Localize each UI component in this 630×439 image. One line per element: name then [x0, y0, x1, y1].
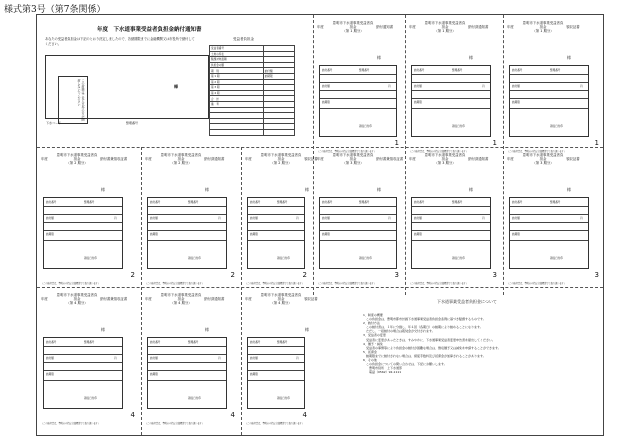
coupon-grid: [509, 197, 589, 269]
deadline-label: 納期限: [414, 233, 422, 236]
coupon-title: [41, 153, 133, 166]
assessment-table: [209, 45, 295, 136]
yen-unit: 円: [218, 217, 221, 220]
deadline-label: 納期限: [250, 373, 258, 376]
coupon-title: [145, 293, 237, 306]
coupon-period: （第 3 期分）: [342, 161, 364, 166]
yen-unit: 円: [218, 357, 221, 360]
coupon-footer: （この納付書は、豊明市の指定金融機関等で取り扱います）: [145, 282, 205, 285]
table-cell: [263, 129, 294, 135]
coupon-period-number: 2: [302, 271, 307, 279]
coupon-footer: （この納付書は、豊明市の指定金融機関等で取り扱います）: [41, 282, 101, 285]
payer-number-label: 納付番号: [150, 341, 161, 344]
yen-unit: 円: [388, 85, 391, 88]
payment-coupon: [313, 15, 405, 155]
amount-label: 納付額: [512, 217, 520, 220]
coupon-honorific: 様: [205, 327, 209, 332]
coupon-period-number: 1: [492, 139, 497, 147]
table-cell: 備 考: [210, 101, 264, 107]
reg-number-label: 整理番号: [84, 341, 95, 344]
coupon-footer: （この納付書は、豊明市の指定金融機関等で取り扱います）: [507, 282, 567, 285]
coupon-footer: （この納付書は、豊明市の指定金融機関等で取り扱います）: [507, 150, 567, 153]
coupon-honorific: 様: [469, 187, 473, 192]
coupon-grid: [319, 197, 397, 269]
coupon-name: 豊明市下水道事業受益者負担金: [424, 21, 466, 30]
amount-label: 納付額: [46, 217, 54, 220]
table-cell: 納付額: [263, 68, 294, 74]
receipt-stamp-label: 領収日付印: [188, 257, 201, 260]
coupon-year: 年度: [41, 297, 48, 302]
coupon-name: 豊明市下水道事業受益者負担金: [56, 293, 98, 302]
receipt-stamp-label: 領収日付印: [188, 397, 201, 400]
coupon-honorific: 様: [205, 187, 209, 192]
coupon-kind: 領収証書: [566, 25, 580, 30]
coupon-grid: [43, 337, 123, 409]
receipt-stamp-label: 領収日付印: [452, 257, 465, 260]
amount-label: 納付額: [414, 85, 422, 88]
coupon-title: [507, 21, 599, 34]
notice-sheet: [36, 14, 604, 436]
coupon-grid: [411, 197, 491, 269]
payer-number-label: 納付番号: [322, 69, 333, 72]
coupon-period: （第 1 期分）: [434, 29, 456, 34]
coupon-grid: [319, 65, 397, 137]
coupon-kind: 領収証書: [566, 157, 580, 162]
coupon-honorific: 様: [469, 55, 473, 60]
table-row: [210, 129, 295, 135]
yen-unit: 円: [296, 357, 299, 360]
coupon-period-number: 2: [130, 271, 135, 279]
coupon-kind: 納付書兼領収証書: [100, 297, 128, 302]
deadline-label: 納期限: [322, 101, 330, 104]
coupon-year: 年度: [507, 157, 514, 162]
reg-number-label: 整理番号: [277, 201, 288, 204]
reg-number-label: 整理番号: [452, 201, 463, 204]
payer-number-label: 納付番号: [414, 201, 425, 204]
coupon-period: （第 1 期分）: [532, 29, 554, 34]
coupon-kind: 領収証書: [304, 297, 318, 302]
reg-number-label: 整理番号: [550, 201, 561, 204]
deadline-label: 納期限: [512, 233, 520, 236]
coupon-year: 年度: [317, 157, 324, 162]
coupon-grid: [509, 65, 589, 137]
payment-coupon: [405, 147, 503, 287]
address-window: [45, 55, 209, 125]
table-cell: 納期限: [263, 73, 294, 79]
receipt-stamp-label: 領収日付印: [84, 397, 97, 400]
coupon-kind: 納付書兼領収証書: [100, 157, 128, 162]
coupon-footer: （この納付書は、豊明市の指定金融機関等で取り扱います）: [245, 282, 305, 285]
table-cell: 第 4 期: [210, 90, 264, 96]
coupon-period-number: 3: [594, 271, 599, 279]
coupon-period-number: 1: [594, 139, 599, 147]
payment-coupon: [37, 147, 141, 287]
coupon-year: 年度: [507, 25, 514, 30]
coupon-kind: 納付済通知書: [468, 157, 489, 162]
yen-unit: 円: [482, 217, 485, 220]
coupon-honorific: 様: [101, 187, 105, 192]
coupon-name: 豊明市下水道事業受益者負担金: [424, 153, 466, 162]
coupon-honorific: 様: [377, 55, 381, 60]
payer-number-label: 納付番号: [250, 341, 261, 344]
coupon-honorific: 様: [377, 187, 381, 192]
coupon-footer: （この納付書は、豊明市の指定金融機関等で取り扱います）: [409, 282, 469, 285]
coupon-period-number: 3: [492, 271, 497, 279]
coupon-year: 年度: [409, 157, 416, 162]
reg-number-label: 整理番号: [359, 69, 370, 72]
receipt-stamp-label: 領収日付印: [550, 125, 563, 128]
amount-label: 納付額: [250, 217, 258, 220]
coupon-grid: [147, 197, 227, 269]
yen-unit: 円: [388, 217, 391, 220]
coupon-period-number: 3: [394, 271, 399, 279]
coupon-year: 年度: [145, 297, 152, 302]
payer-number-label: 納付番号: [414, 69, 425, 72]
yen-unit: 円: [296, 217, 299, 220]
coupon-name: 豊明市下水道事業受益者負担金: [522, 153, 564, 162]
yen-unit: 円: [114, 357, 117, 360]
coupon-period-number: 4: [230, 411, 235, 419]
payer-number-label: 納付番号: [46, 201, 57, 204]
coupon-footer: （この納付書は、豊明市の指定金融機関等で取り扱います）: [317, 150, 377, 153]
reg-number-label: 整理番号: [550, 69, 561, 72]
coupon-kind: 領収証書: [304, 157, 318, 162]
deadline-label: 納期限: [322, 233, 330, 236]
coupon-kind: 納付済通知書: [468, 25, 489, 30]
coupon-footer: （この納付書は、豊明市の指定金融機関等で取り扱います）: [41, 422, 101, 425]
coupon-period: （第 3 期分）: [434, 161, 456, 166]
coupon-name: 豊明市下水道事業受益者負担金: [332, 21, 374, 30]
table-cell: 第 1 期: [210, 73, 264, 79]
coupon-title: [409, 21, 501, 34]
amount-label: 納付額: [150, 217, 158, 220]
table-cell: 第 3 期: [210, 85, 264, 91]
form-number-label: 様式第3号（第7条関係）: [4, 5, 106, 15]
reg-number-label: 整理番号: [188, 341, 199, 344]
payer-number-label: 納付番号: [322, 201, 333, 204]
coupon-period-number: 1: [394, 139, 399, 147]
reg-number-label: 整理番号: [359, 201, 370, 204]
coupon-kind: 納付書兼領収証書: [376, 157, 404, 162]
deadline-label: 納期限: [46, 373, 54, 376]
table-cell: 土地の所在: [210, 51, 264, 57]
receipt-stamp-label: 領収日付印: [359, 257, 372, 260]
payment-coupon: [405, 15, 503, 155]
deadline-label: 納期限: [150, 233, 158, 236]
coupon-title: [145, 153, 237, 166]
coupon-name: 豊明市下水道事業受益者負担金: [160, 153, 202, 162]
coupon-kind: 納付済通知書: [204, 157, 225, 162]
coupon-period: （第 2 期分）: [170, 161, 192, 166]
payment-coupon: [141, 287, 241, 427]
receipt-stamp-label: 領収日付印: [550, 257, 563, 260]
amount-label: 納付額: [322, 85, 330, 88]
deadline-label: 納期限: [512, 101, 520, 104]
coupon-year: 年度: [317, 25, 324, 30]
amount-label: 納付額: [512, 85, 520, 88]
amount-label: 納付額: [250, 357, 258, 360]
deadline-label: 納期限: [46, 233, 54, 236]
table-cell: [210, 129, 264, 135]
coupon-title: [317, 21, 409, 34]
coupon-footer: （この納付書は、豊明市の指定金融機関等で取り扱います）: [245, 422, 305, 425]
amount-label: 納付額: [46, 357, 54, 360]
address-footer-left: 下水コード: [46, 121, 62, 125]
reg-number-label: 整理番号: [84, 201, 95, 204]
coupon-period: （第 3 期分）: [532, 161, 554, 166]
deadline-label: 納期限: [250, 233, 258, 236]
coupon-name: 豊明市下水道事業受益者負担金: [332, 153, 374, 162]
coupon-title: [41, 293, 133, 306]
table-cell: 負担金の額: [210, 62, 264, 68]
coupon-kind: 納付通知書: [376, 25, 394, 30]
yen-unit: 円: [482, 85, 485, 88]
table-cell: 第 2 期: [210, 79, 264, 85]
coupon-period: （第 2 期分）: [270, 161, 292, 166]
coupon-title: [507, 153, 599, 166]
deadline-label: 納期限: [150, 373, 158, 376]
table-caption: 受益者負担金: [233, 37, 254, 41]
payment-coupon: [313, 147, 405, 287]
yen-unit: 円: [580, 85, 583, 88]
coupon-period: （第 4 期分）: [66, 301, 88, 306]
coupon-name: 豊明市下水道事業受益者負担金: [160, 293, 202, 302]
payer-number-label: 納付番号: [512, 201, 523, 204]
coupon-title: [317, 153, 409, 166]
payment-coupon: [141, 147, 241, 287]
address-footer-right: 整理番号: [126, 121, 139, 125]
coupon-honorific: 様: [567, 55, 571, 60]
address-honorific: 様: [174, 84, 178, 89]
payer-number-label: 納付番号: [250, 201, 261, 204]
table-cell: 期 別: [210, 68, 264, 74]
receipt-stamp-label: 領収日付印: [84, 257, 97, 260]
payment-coupon: [241, 147, 318, 287]
payment-coupon: [503, 15, 605, 155]
coupon-footer: （この納付書は、豊明市の指定金融機関等で取り扱います）: [317, 282, 377, 285]
coupon-title: [409, 153, 501, 166]
payment-coupon: [241, 287, 318, 427]
coupon-period-number: 4: [130, 411, 135, 419]
payer-number-label: 納付番号: [46, 341, 57, 344]
payment-coupon: [37, 287, 141, 427]
coupon-honorific: 様: [567, 187, 571, 192]
coupon-period-number: 2: [230, 271, 235, 279]
coupon-grid: [247, 197, 305, 269]
coupon-year: 年度: [145, 157, 152, 162]
coupon-year: 年度: [41, 157, 48, 162]
coupon-title: [245, 293, 337, 306]
table-cell: 合 計: [210, 96, 264, 102]
coupon-period: （第 1 期分）: [342, 29, 364, 34]
reg-number-label: 整理番号: [277, 341, 288, 344]
coupon-period: （第 2 期分）: [66, 161, 88, 166]
coupon-footer: （この納付書は、豊明市の指定金融機関等で取り扱います）: [409, 150, 469, 153]
vertical-note: この封筒はご本人以外の方が開封しないでください: [58, 76, 88, 124]
coupon-footer: （この納付書は、豊明市の指定金融機関等で取り扱います）: [145, 422, 205, 425]
coupon-name: 豊明市下水道事業受益者負担金: [522, 21, 564, 30]
payer-number-label: 納付番号: [150, 201, 161, 204]
coupon-year: 年度: [245, 157, 252, 162]
coupon-grid: [411, 65, 491, 137]
coupon-period: （第 4 期分）: [170, 301, 192, 306]
table-cell: 賦課対象面積: [210, 57, 264, 63]
coupon-period: （第 4 期分）: [270, 301, 292, 306]
coupon-year: 年度: [245, 297, 252, 302]
amount-label: 納付額: [322, 217, 330, 220]
notice-title: 下水道事業受益者負担金について: [437, 299, 497, 304]
coupon-grid: [247, 337, 305, 409]
coupon-kind: 納付済通知書: [204, 297, 225, 302]
main-intro: あなたの受益者負担金は下記のとおり決定しましたので、各納期限までに金融機関又は市役所で納付してください。: [45, 37, 195, 46]
table-cell: 受益者番号: [210, 46, 264, 52]
receipt-stamp-label: 領収日付印: [452, 125, 465, 128]
coupon-period-number: 4: [302, 411, 307, 419]
coupon-year: 年度: [409, 25, 416, 30]
coupon-name: 豊明市下水道事業受益者負担金: [260, 153, 302, 162]
coupon-name: 豊明市下水道事業受益者負担金: [260, 293, 302, 302]
payment-coupon: [503, 147, 605, 287]
notice-body: 1．制度の概要 この負担金は、豊明市都市計画下水道事業受益者負担金条例に基づき賦課するものです。 2．納付方法 この納付書は、１年に分割し、年４回（各期日）の納期により納めることになります。 ただし、一括納付の場合は報奨金が交付されます。 3．受益者の変更 受益者に変更があったときは、すみやかに、下水道事業受益者変更申告書を提出してください。 4．猶予・減免 受益者の事情等により負担金の納付が困難な場合は、徴収猶予又は減免を申請することができます。 5．延滞金 納期限までに納付されない場合は、督促手数料及び延滞金が加算されることがあります。 6．その他 この負担金についての問い合わせは、下記にお願いします。 豊明市役所 上下水道部 電話（0562）92-1111: [363, 313, 501, 375]
coupon-honorific: 様: [101, 327, 105, 332]
receipt-stamp-label: 領収日付印: [277, 397, 290, 400]
yen-unit: 円: [580, 217, 583, 220]
coupon-honorific: 様: [305, 187, 309, 192]
coupon-grid: [147, 337, 227, 409]
reg-number-label: 整理番号: [188, 201, 199, 204]
coupon-grid: [43, 197, 123, 269]
payer-number-label: 納付番号: [512, 69, 523, 72]
yen-unit: 円: [114, 217, 117, 220]
receipt-stamp-label: 領収日付印: [277, 257, 290, 260]
deadline-label: 納期限: [414, 101, 422, 104]
amount-label: 納付額: [150, 357, 158, 360]
coupon-name: 豊明市下水道事業受益者負担金: [56, 153, 98, 162]
main-title: 年度 下水道事業受益者負担金納付通知書: [97, 27, 202, 33]
coupon-honorific: 様: [305, 327, 309, 332]
receipt-stamp-label: 領収日付印: [359, 125, 372, 128]
amount-label: 納付額: [414, 217, 422, 220]
reg-number-label: 整理番号: [452, 69, 463, 72]
